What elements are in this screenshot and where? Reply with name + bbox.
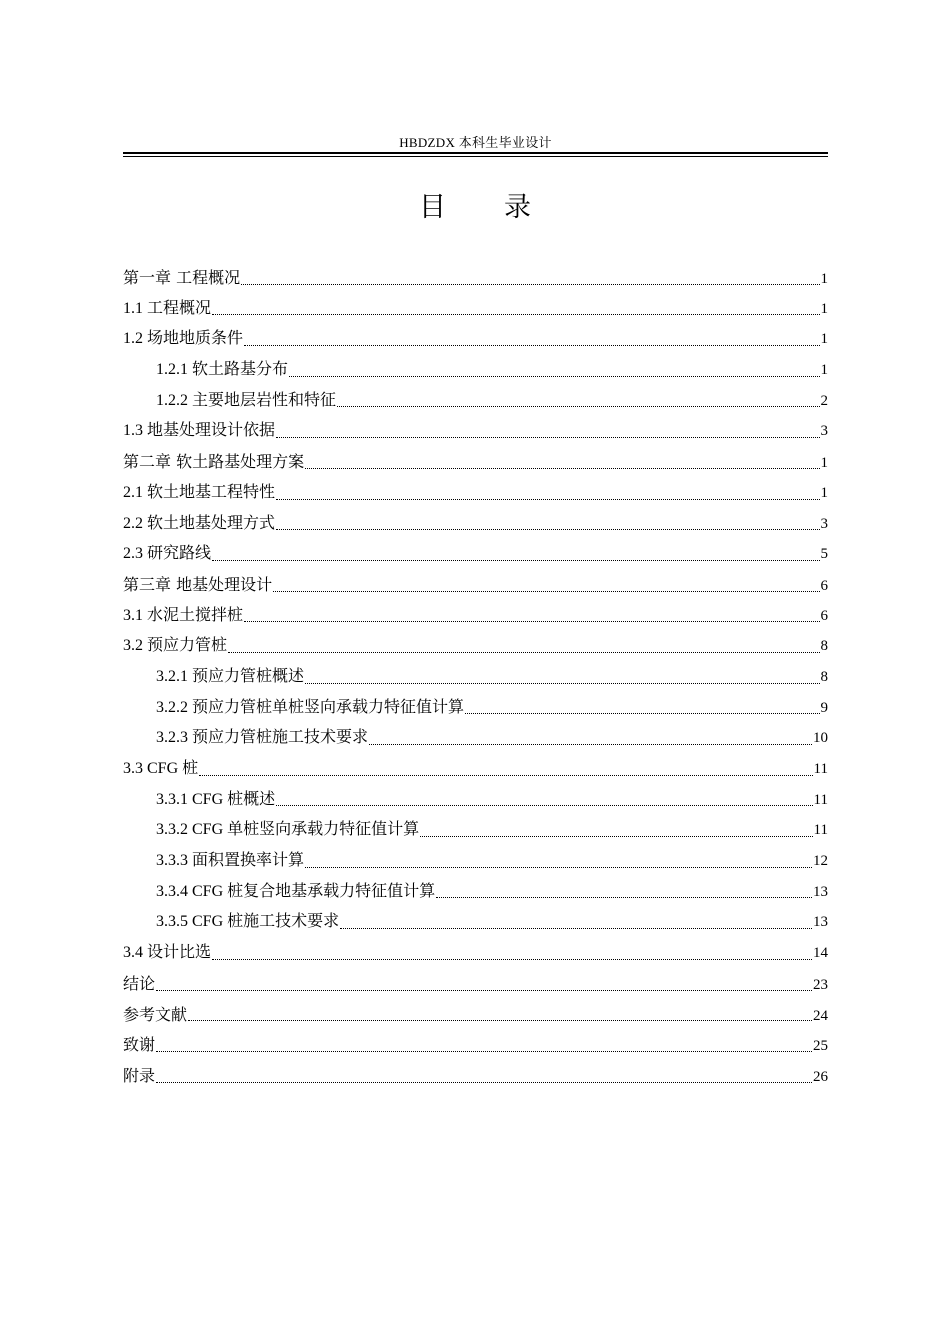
toc-entry-page-number: 11 xyxy=(813,822,828,839)
toc-entry-page-number: 1 xyxy=(820,331,828,348)
toc-dot-leader xyxy=(276,436,819,438)
toc-entry-label: 1.1 工程概况 xyxy=(123,299,212,317)
header-rule-thin xyxy=(123,156,828,157)
toc-entry-label: 1.3 地基处理设计依据 xyxy=(123,422,276,440)
toc-entry[interactable] xyxy=(123,294,828,325)
toc-entry-label: 3.3.1 CFG 桩概述 xyxy=(156,790,276,808)
toc-entry-page-number: 12 xyxy=(813,853,828,870)
toc-dot-leader xyxy=(369,743,812,745)
toc-dot-leader xyxy=(273,590,819,592)
toc-entry-page-number: 8 xyxy=(820,638,828,655)
toc-title: 目录 xyxy=(419,192,589,223)
toc-entry-label: 2.3 研究路线 xyxy=(123,545,212,563)
toc-dot-leader xyxy=(156,1050,812,1052)
toc-entry[interactable] xyxy=(123,1030,828,1061)
toc-entry-page-number: 23 xyxy=(813,976,828,993)
toc-entry-page-number: 11 xyxy=(813,761,828,777)
toc-dot-leader xyxy=(228,651,819,653)
toc-entry[interactable] xyxy=(123,907,828,938)
toc-dot-leader xyxy=(188,1019,812,1021)
toc-dot-leader xyxy=(212,559,819,561)
toc-entry-page-number: 13 xyxy=(813,914,828,931)
toc-entry[interactable] xyxy=(123,478,828,509)
toc-entry-label: 致谢 xyxy=(123,1035,156,1055)
toc-dot-leader xyxy=(305,682,819,684)
toc-entry-label: 2.1 软土地基工程特性 xyxy=(123,483,276,501)
toc-entry-page-number: 1 xyxy=(820,484,828,501)
toc-entry-label: 1.2 场地地质条件 xyxy=(123,330,244,348)
toc-entry[interactable] xyxy=(123,785,828,816)
toc-entry[interactable] xyxy=(123,386,828,417)
toc-entry[interactable] xyxy=(123,938,828,969)
header-rule-thick xyxy=(123,152,828,154)
toc-entry-label: 3.2 预应力管桩 xyxy=(123,637,228,655)
toc-entry[interactable] xyxy=(123,355,828,386)
toc-dot-leader xyxy=(156,989,812,991)
toc-entry-label: 3.3.2 CFG 单桩竖向承载力特征值计算 xyxy=(156,821,420,839)
toc-entry-page-number: 26 xyxy=(813,1068,828,1085)
toc-entry[interactable] xyxy=(123,877,828,908)
toc-entry-page-number: 1 xyxy=(820,455,828,472)
toc-entry-page-number: 9 xyxy=(820,699,828,716)
toc-dot-leader xyxy=(340,927,812,929)
toc-entry-label: 第一章 工程概况 xyxy=(123,268,241,287)
toc-entry-page-number: 13 xyxy=(813,883,828,900)
toc-dot-leader xyxy=(276,528,819,530)
toc-entry-page-number: 3 xyxy=(820,423,828,440)
toc-entry[interactable] xyxy=(123,754,828,785)
toc-entry-page-number: 8 xyxy=(820,668,828,685)
toc-dot-leader xyxy=(289,375,819,377)
table-of-contents xyxy=(123,263,828,1092)
running-header: HBDZDX 本科生毕业设计 xyxy=(399,135,552,150)
toc-entry-label: 附录 xyxy=(123,1065,156,1085)
toc-entry-page-number: 6 xyxy=(820,577,828,594)
toc-dot-leader xyxy=(337,405,819,407)
toc-entry-label: 3.2.1 预应力管桩概述 xyxy=(156,667,305,685)
toc-dot-leader xyxy=(244,344,819,346)
toc-dot-leader xyxy=(212,313,819,315)
toc-entry-page-number: 2 xyxy=(820,392,828,409)
toc-entry[interactable] xyxy=(123,662,828,693)
toc-entry-label: 3.3 CFG 桩 xyxy=(123,760,199,777)
toc-entry[interactable] xyxy=(123,263,828,294)
toc-entry-page-number: 11 xyxy=(813,791,828,808)
toc-entry-label: 第三章 地基处理设计 xyxy=(123,574,273,594)
toc-dot-leader xyxy=(244,620,819,622)
toc-entry[interactable] xyxy=(123,570,828,601)
toc-entry-page-number: 1 xyxy=(820,362,828,379)
toc-entry[interactable] xyxy=(123,1000,828,1031)
toc-entry-page-number: 24 xyxy=(813,1007,828,1024)
toc-dot-leader xyxy=(276,804,812,806)
toc-entry[interactable] xyxy=(123,416,828,447)
toc-entry-page-number: 1 xyxy=(820,300,828,317)
toc-dot-leader xyxy=(305,467,819,469)
toc-entry-label: 第二章 软土路基处理方案 xyxy=(123,452,305,472)
toc-dot-leader xyxy=(276,498,819,500)
toc-entry-label: 参考文献 xyxy=(123,1004,188,1024)
toc-entry-label: 3.3.3 面积置换率计算 xyxy=(156,852,305,870)
toc-entry-page-number: 6 xyxy=(820,607,828,624)
toc-entry[interactable] xyxy=(123,631,828,662)
toc-dot-leader xyxy=(420,835,812,837)
toc-entry[interactable] xyxy=(123,815,828,846)
toc-entry-label: 1.2.1 软土路基分布 xyxy=(156,361,289,379)
toc-entry[interactable] xyxy=(123,324,828,355)
toc-entry-page-number: 3 xyxy=(820,515,828,532)
toc-dot-leader xyxy=(156,1081,812,1083)
toc-entry-label: 结论 xyxy=(123,973,156,993)
toc-entry-page-number: 10 xyxy=(813,730,828,747)
toc-entry[interactable] xyxy=(123,509,828,540)
toc-entry[interactable] xyxy=(123,723,828,754)
toc-entry[interactable] xyxy=(123,447,828,478)
toc-entry-label: 3.3.5 CFG 桩施工技术要求 xyxy=(156,913,340,931)
toc-entry-page-number: 25 xyxy=(813,1038,828,1055)
toc-entry-label: 3.2.2 预应力管桩单桩竖向承载力特征值计算 xyxy=(156,698,465,716)
toc-entry[interactable] xyxy=(123,846,828,877)
toc-entry[interactable] xyxy=(123,601,828,632)
toc-dot-leader xyxy=(465,712,819,714)
toc-entry-label: 3.4 设计比选 xyxy=(123,944,212,962)
toc-entry-label: 3.2.3 预应力管桩施工技术要求 xyxy=(156,729,369,747)
toc-dot-leader xyxy=(212,958,812,960)
toc-dot-leader xyxy=(241,283,819,285)
toc-entry[interactable] xyxy=(123,1061,828,1092)
toc-dot-leader xyxy=(305,866,812,868)
toc-entry[interactable] xyxy=(123,539,828,570)
toc-entry-label: 1.2.2 主要地层岩性和特征 xyxy=(156,391,337,409)
toc-entry-page-number: 1 xyxy=(820,271,828,287)
toc-entry-page-number: 14 xyxy=(813,945,828,962)
toc-dot-leader xyxy=(436,896,812,898)
toc-entry-label: 3.3.4 CFG 桩复合地基承载力特征值计算 xyxy=(156,882,436,900)
toc-dot-leader xyxy=(199,774,812,776)
toc-entry-label: 3.1 水泥土搅拌桩 xyxy=(123,606,244,624)
toc-entry[interactable] xyxy=(123,693,828,724)
toc-entry[interactable] xyxy=(123,969,828,1000)
toc-entry-label: 2.2 软土地基处理方式 xyxy=(123,514,276,532)
toc-entry-page-number: 5 xyxy=(820,546,828,563)
